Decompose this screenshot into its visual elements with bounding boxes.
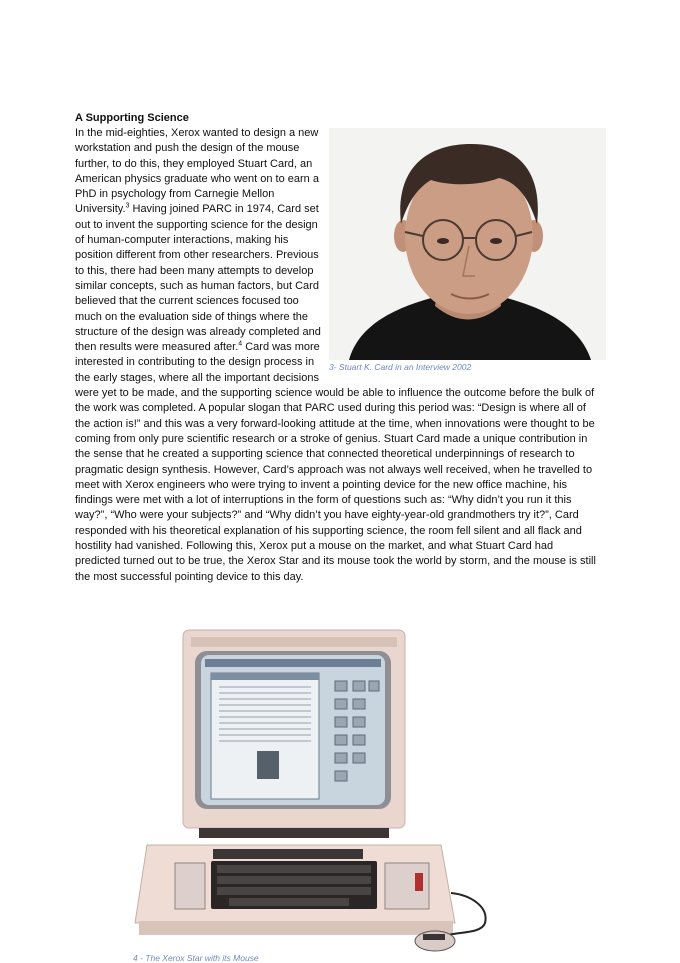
footnote-ref-4[interactable]: 4 bbox=[238, 340, 243, 348]
footnote-ref-3[interactable]: 3 bbox=[125, 202, 130, 210]
paragraph-part-1: In the mid-eighties, Xerox wanted to design a new workstation and push the design of the mouse further, to do this, they employed Stuart Card, an American physics graduate who went on to earn a PhD in psychology from Carnegie Mellon University. bbox=[75, 127, 319, 216]
portrait-photo bbox=[329, 128, 606, 360]
xerox-star-photo bbox=[133, 623, 495, 953]
paragraph-part-2: Having joined PARC in 1974, Card set out to invent the supporting science for the design of human-computer interactions, making his position different from other researchers. Previous to this, there had been many attempts to develop similar concepts, such as human factors, but Card believed that the current sciences focused too much on the evaluation side of things where the structure of the design was already completed and then results were measured after. bbox=[75, 203, 321, 354]
figure-caption-3: 3- Stuart K. Card in an Interview 2002 bbox=[329, 362, 472, 372]
section-heading: A Supporting Science bbox=[75, 112, 189, 124]
paragraph-part-3: Card was more interested in contributing to the design process in the early stages, where all the important decisions were yet to be made, and the supporting science would be able to influence the outcome before the bulk of the work was completed. A popular slogan that PARC used during this period was: “Design is where all of the action is!” and this was a very forward-looking attitude at the time, when innovations were thought to be coming from only pure scientific research or a stroke of genius. Stuart Card made a unique contribution in the sense that he created a supporting science that connected theoretical underpinnings of research to pragmatic design synthesis. However, Card’s approach was not always well received, when he travelled to meet with Xerox engineers who were trying to invent a pointing device for the new office machine, his findings were met with a lot of interruptions in the form of questions such as: “Why didn’t you run it this way?”, “Who were your subjects?” and “Why didn’t you have eighty-year-old grandmothers try it?”, Card responded with his theoretical explanation of his supporting science, the room fell silent and all flack and hostility had vanished. Following this, Xerox put a mouse on the market, and what Stuart Card had predicted turned out to be true, the Xerox Star and its mouse took the world by storm, and the mouse is still the most successful pointing device to this day. bbox=[75, 341, 596, 583]
figure-caption-4: 4 - The Xerox Star with its Mouse bbox=[133, 953, 259, 963]
